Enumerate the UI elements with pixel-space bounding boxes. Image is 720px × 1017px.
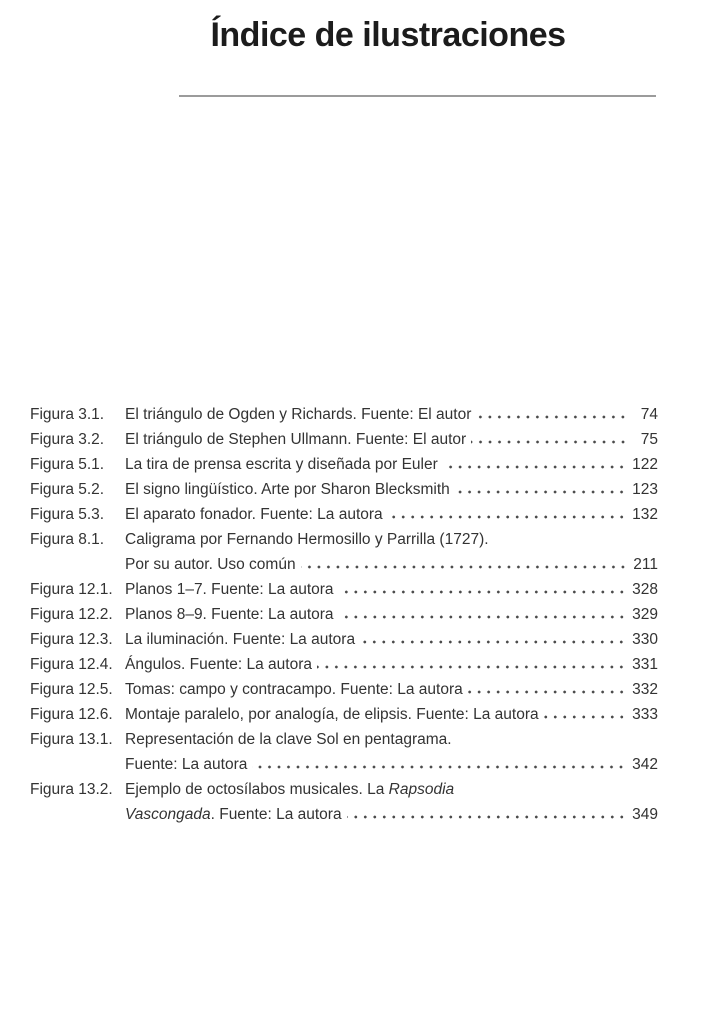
toc-entry-line: [30, 702, 658, 727]
toc-entry: [30, 477, 658, 502]
toc-entry-line: [30, 552, 658, 577]
toc-entry-line: [30, 402, 658, 427]
toc-entry-line: [30, 802, 658, 827]
dot-leader: [455, 490, 626, 494]
page-number: 328: [632, 581, 658, 598]
dot-leader: [317, 665, 626, 669]
toc-entry-line: [30, 452, 658, 477]
entry-text: Ejemplo de octosílabos musicales. La Rapsodia: [125, 781, 455, 798]
entry-text: Tomas: campo y contracampo. Fuente: La autora: [125, 681, 463, 698]
page-number: 123: [632, 481, 658, 498]
page-number: 132: [632, 506, 658, 523]
dot-leader: [339, 590, 627, 594]
figure-label: Figura 12.4.: [30, 656, 113, 673]
toc-entry: [30, 402, 658, 427]
entry-text: Representación de la clave Sol en pentagrama.: [125, 731, 452, 748]
toc-entry: [30, 502, 658, 527]
toc-entry: [30, 627, 658, 652]
figure-label: Figura 5.3.: [30, 506, 105, 523]
figure-label: Figura 12.6.: [30, 706, 113, 723]
toc-entry-line: [30, 777, 658, 802]
figure-label: Figura 3.2.: [30, 431, 105, 448]
entry-text: Caligrama por Fernando Hermosillo y Parrilla (1727).: [125, 531, 489, 548]
page-number: 333: [632, 706, 658, 723]
page-number: 74: [640, 406, 658, 423]
page-number: 330: [632, 631, 658, 648]
toc-entry: [30, 602, 658, 627]
page-number: 349: [632, 806, 658, 823]
figure-label: Figura 3.1.: [30, 406, 105, 423]
page-number: 211: [633, 556, 658, 573]
toc-entry: [30, 427, 658, 452]
dot-leader: [301, 565, 628, 569]
figure-label: Figura 12.5.: [30, 681, 113, 698]
dot-leader: [360, 640, 626, 644]
entry-text: Planos 8–9. Fuente: La autora: [125, 606, 334, 623]
dot-leader: [468, 690, 626, 694]
page-number: 122: [632, 456, 658, 473]
figure-label: Figura 12.3.: [30, 631, 113, 648]
toc-entry: [30, 527, 658, 577]
figure-label: Figura 8.1.: [30, 531, 105, 548]
page-number: 331: [632, 656, 658, 673]
toc-entry-line: [30, 727, 658, 752]
entry-text: Vascongada. Fuente: La autora: [125, 806, 342, 823]
toc-entry-line: [30, 502, 658, 527]
figure-label: Figura 5.2.: [30, 481, 105, 498]
toc-entry: [30, 727, 658, 777]
toc-entry: [30, 702, 658, 727]
entry-text: El triángulo de Ogden y Richards. Fuente: El autor: [125, 406, 472, 423]
dot-leader: [252, 765, 626, 769]
entry-text: La iluminación. Fuente: La autora: [125, 631, 356, 648]
toc-entry-line: [30, 752, 658, 777]
entry-text: Por su autor. Uso común: [125, 556, 296, 573]
dot-leader: [339, 615, 627, 619]
dot-leader: [443, 465, 626, 469]
toc-entry-line: [30, 527, 658, 552]
illustrations-list: [30, 402, 658, 827]
dot-leader: [471, 440, 628, 444]
entry-text: La tira de prensa escrita y diseñada por Euler: [125, 456, 438, 473]
dot-leader: [476, 415, 628, 419]
toc-entry: [30, 577, 658, 602]
figure-label: Figura 12.2.: [30, 606, 113, 623]
entry-text: Planos 1–7. Fuente: La autora: [125, 581, 334, 598]
entry-text: Fuente: La autora: [125, 756, 248, 773]
entry-text: Ángulos. Fuente: La autora: [125, 656, 312, 673]
page-number: 329: [632, 606, 658, 623]
toc-entry-line: [30, 427, 658, 452]
figure-label: Figura 13.1.: [30, 731, 113, 748]
figure-label: Figura 13.2.: [30, 781, 113, 798]
dot-leader: [388, 515, 626, 519]
toc-entry: [30, 677, 658, 702]
entry-text: El signo lingüístico. Arte por Sharon Blecksmith: [125, 481, 450, 498]
figure-label: Figura 5.1.: [30, 456, 105, 473]
entry-text: El aparato fonador. Fuente: La autora: [125, 506, 383, 523]
toc-entry: [30, 452, 658, 477]
dot-leader: [544, 715, 627, 719]
title-divider: [179, 95, 656, 97]
page-number: 342: [632, 756, 658, 773]
toc-entry-line: [30, 677, 658, 702]
entry-text: El triángulo de Stephen Ullmann. Fuente: El autor: [125, 431, 467, 448]
page-title: Índice de ilustraciones: [210, 16, 566, 54]
toc-entry-line: [30, 577, 658, 602]
page-number: 75: [640, 431, 658, 448]
toc-entry-line: [30, 602, 658, 627]
toc-entry-line: [30, 477, 658, 502]
toc-entry: [30, 652, 658, 677]
page-number: 332: [632, 681, 658, 698]
toc-entry: [30, 777, 658, 827]
dot-leader: [347, 815, 627, 819]
toc-entry-line: [30, 652, 658, 677]
figure-label: Figura 12.1.: [30, 581, 113, 598]
entry-text: Montaje paralelo, por analogía, de elipsis. Fuente: La autora: [125, 706, 539, 723]
toc-entry-line: [30, 627, 658, 652]
